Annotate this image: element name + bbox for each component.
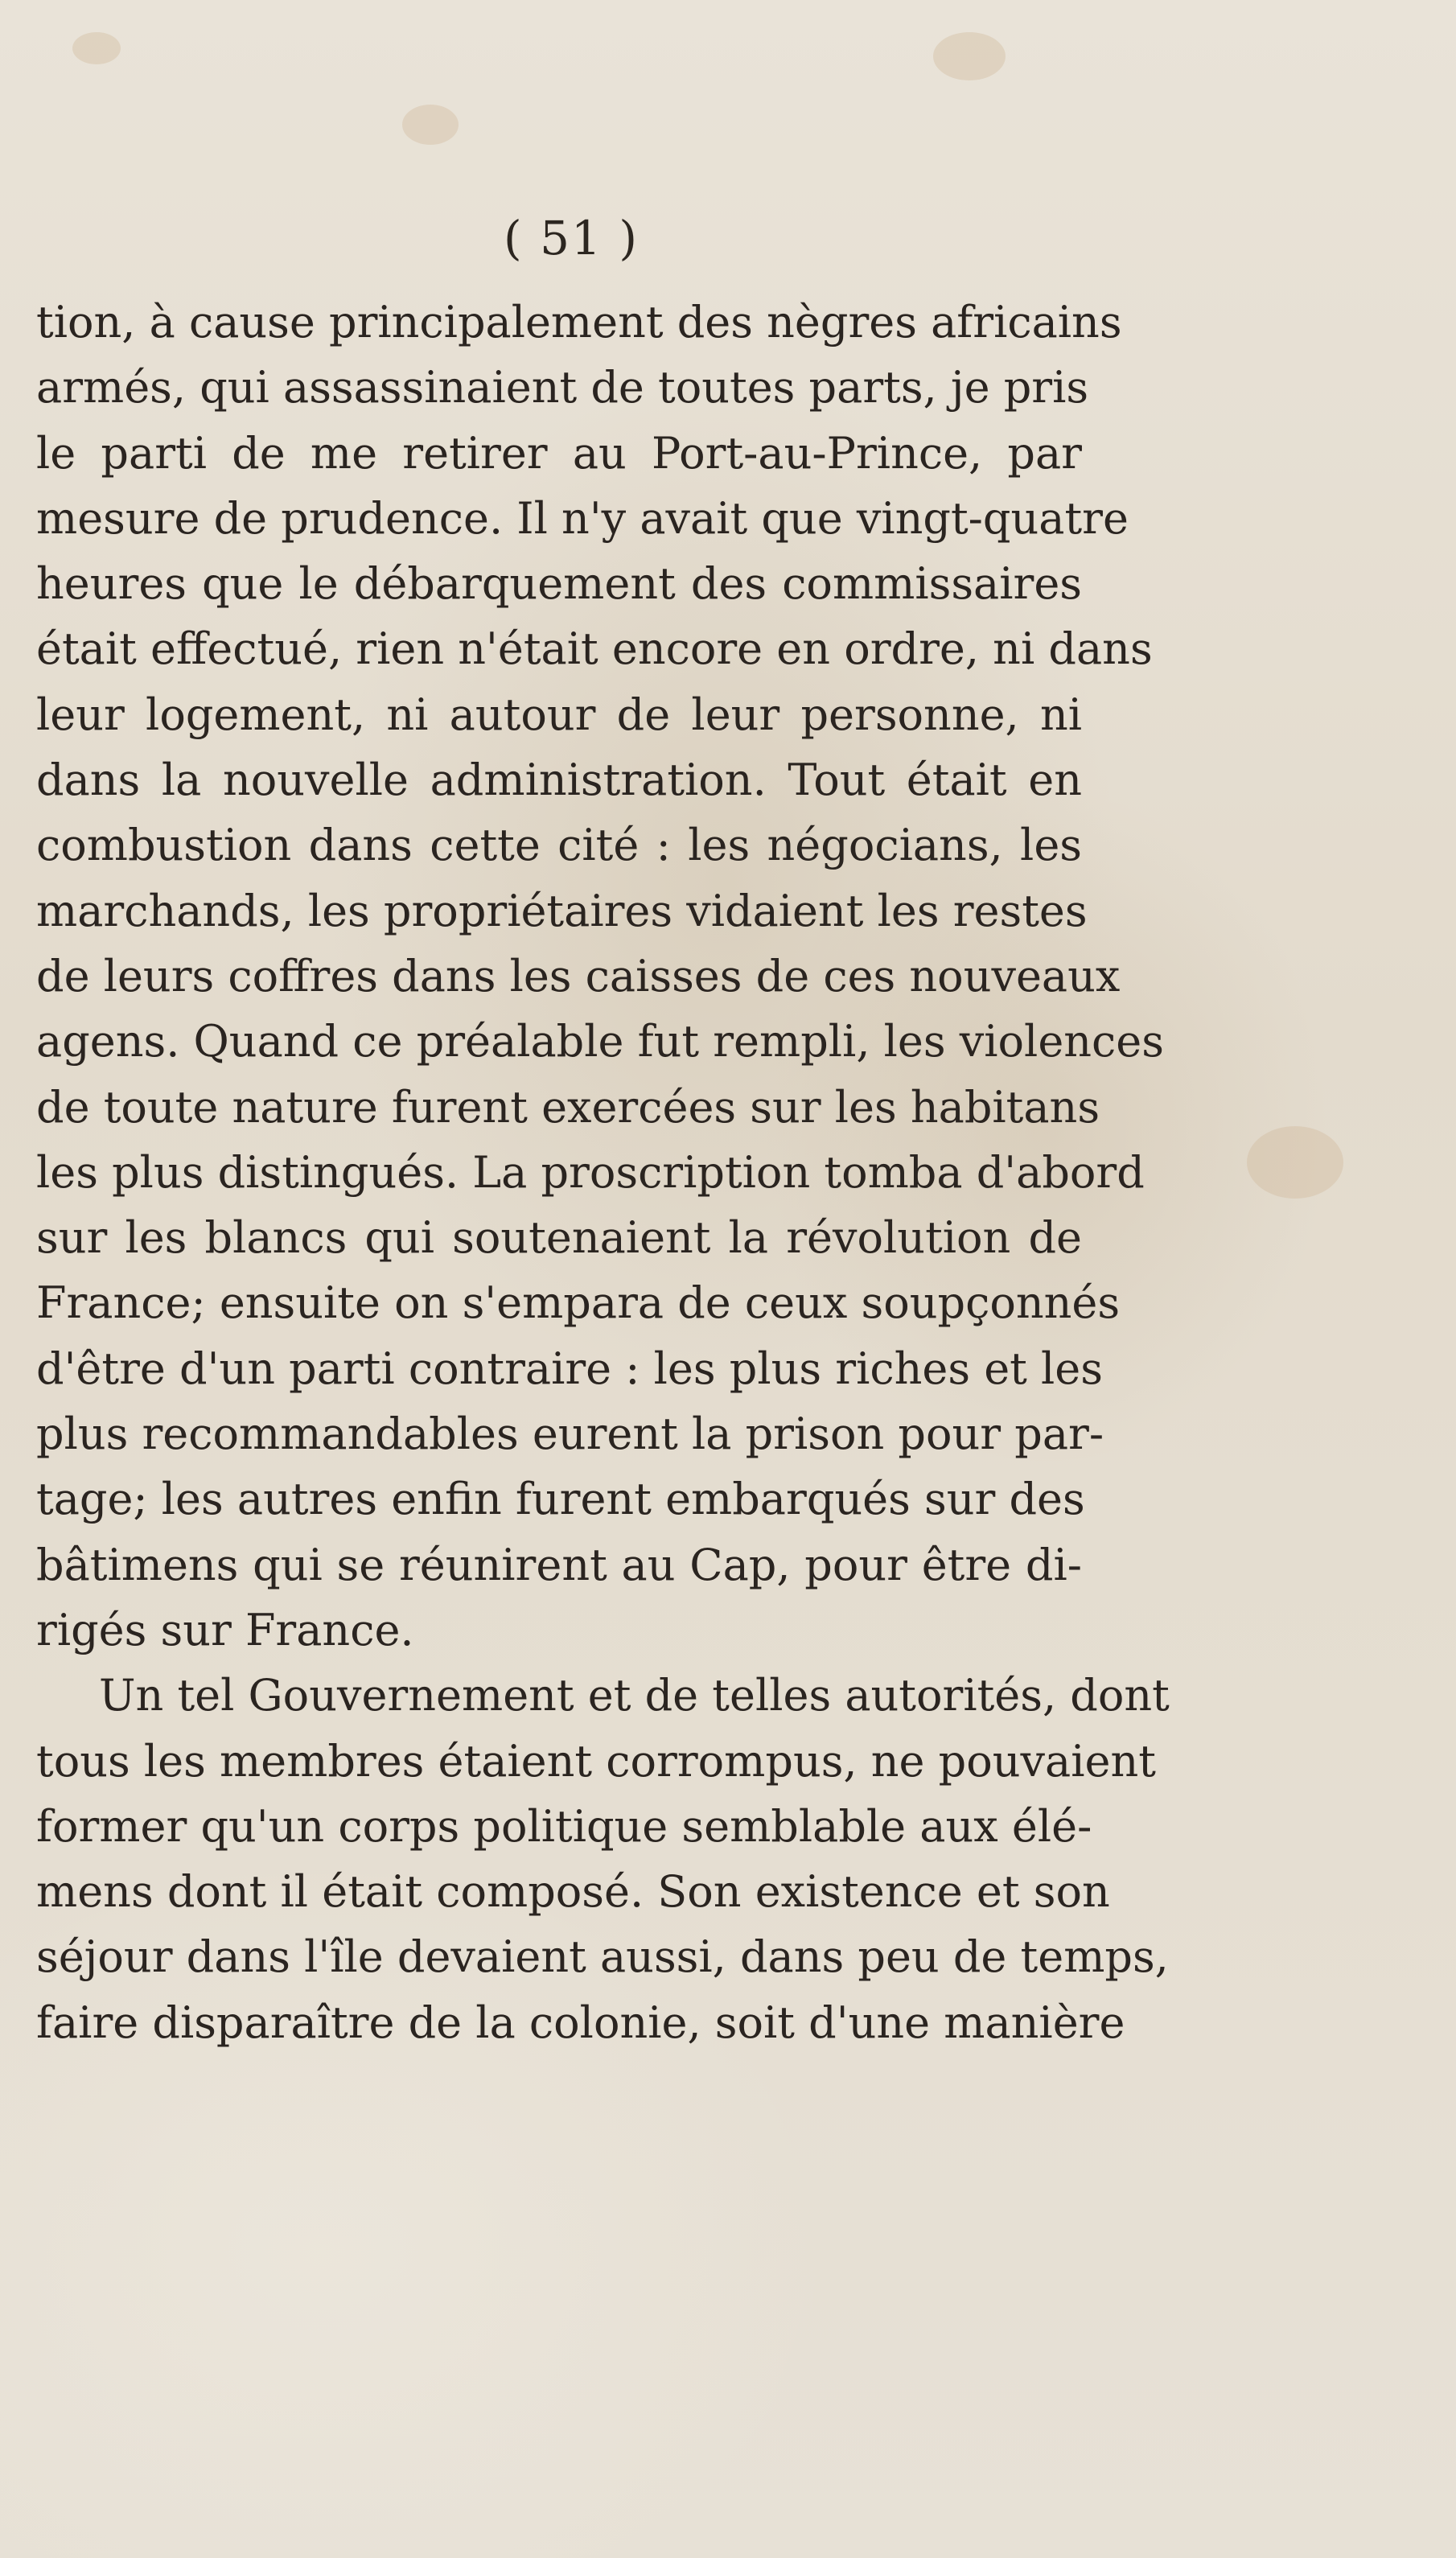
paper-stain (933, 32, 1006, 80)
text-line: sur les blancs qui soutenaient la révolution de (36, 1212, 1082, 1264)
paper-stain (402, 105, 459, 145)
text-line: armés, qui assassinaient de toutes parts, je pris (36, 362, 1089, 413)
text-line: les plus distingués. La proscription tomba d'abord (36, 1146, 1145, 1198)
text-line: rigés sur France. (36, 1604, 414, 1655)
paragraph (36, 1663, 1170, 2055)
text-line: combustion dans cette cité : les négocians, les (36, 820, 1082, 871)
text-line: heures que le débarquement des commissaires (36, 558, 1082, 610)
text-line: tion, à cause principalement des nègres africains (36, 297, 1122, 348)
page-number: ( 51 ) (504, 211, 639, 265)
text-line: tage; les autres enfin furent embarqués sur des (36, 1474, 1085, 1525)
text-line: dans la nouvelle administration. Tout était en (36, 755, 1082, 806)
text-line: faire disparaître de la colonie, soit d'une manière (36, 1997, 1125, 2048)
text-line: de toute nature furent exercées sur les habitans (36, 1081, 1100, 1133)
text-line: marchands, les propriétaires vidaient les restes (36, 885, 1088, 936)
text-line: mens dont il était composé. Son existence et son (36, 1866, 1110, 1918)
text-line: de leurs coffres dans les caisses de ces nouveaux (36, 950, 1121, 1001)
text-line: Un tel Gouvernement et de telles autorités, dont (99, 1670, 1170, 1721)
text-line: le parti de me retirer au Port-au-Prince, par (36, 427, 1082, 479)
text-line: France; ensuite on s'empara de ceux soupçonnés (36, 1277, 1121, 1329)
text-line: bâtimens qui se réunirent au Cap, pour être di- (36, 1539, 1082, 1590)
text-line: était effectué, rien n'était encore en ordre, ni dans (36, 623, 1153, 675)
text-line: tous les membres étaient corrompus, ne pouvaient (36, 1735, 1156, 1787)
text-line: agens. Quand ce préalable fut rempli, les violences (36, 1016, 1164, 1067)
text-line: mesure de prudence. Il n'y avait que vingt-quatre (36, 492, 1129, 544)
text-line: séjour dans l'île devaient aussi, dans peu de temps, (36, 1931, 1169, 1983)
text-line: former qu'un corps politique semblable aux élé- (36, 1800, 1092, 1852)
text-line: d'être d'un parti contraire : les plus riches et les (36, 1343, 1103, 1394)
text-line: plus recommandables eurent la prison pour par- (36, 1409, 1104, 1460)
text-line: leur logement, ni autour de leur personne, ni (36, 689, 1082, 740)
body-text (36, 290, 1170, 2055)
paper-stain (72, 32, 121, 64)
paper-stain (1247, 1126, 1343, 1199)
paragraph (36, 290, 1164, 1663)
